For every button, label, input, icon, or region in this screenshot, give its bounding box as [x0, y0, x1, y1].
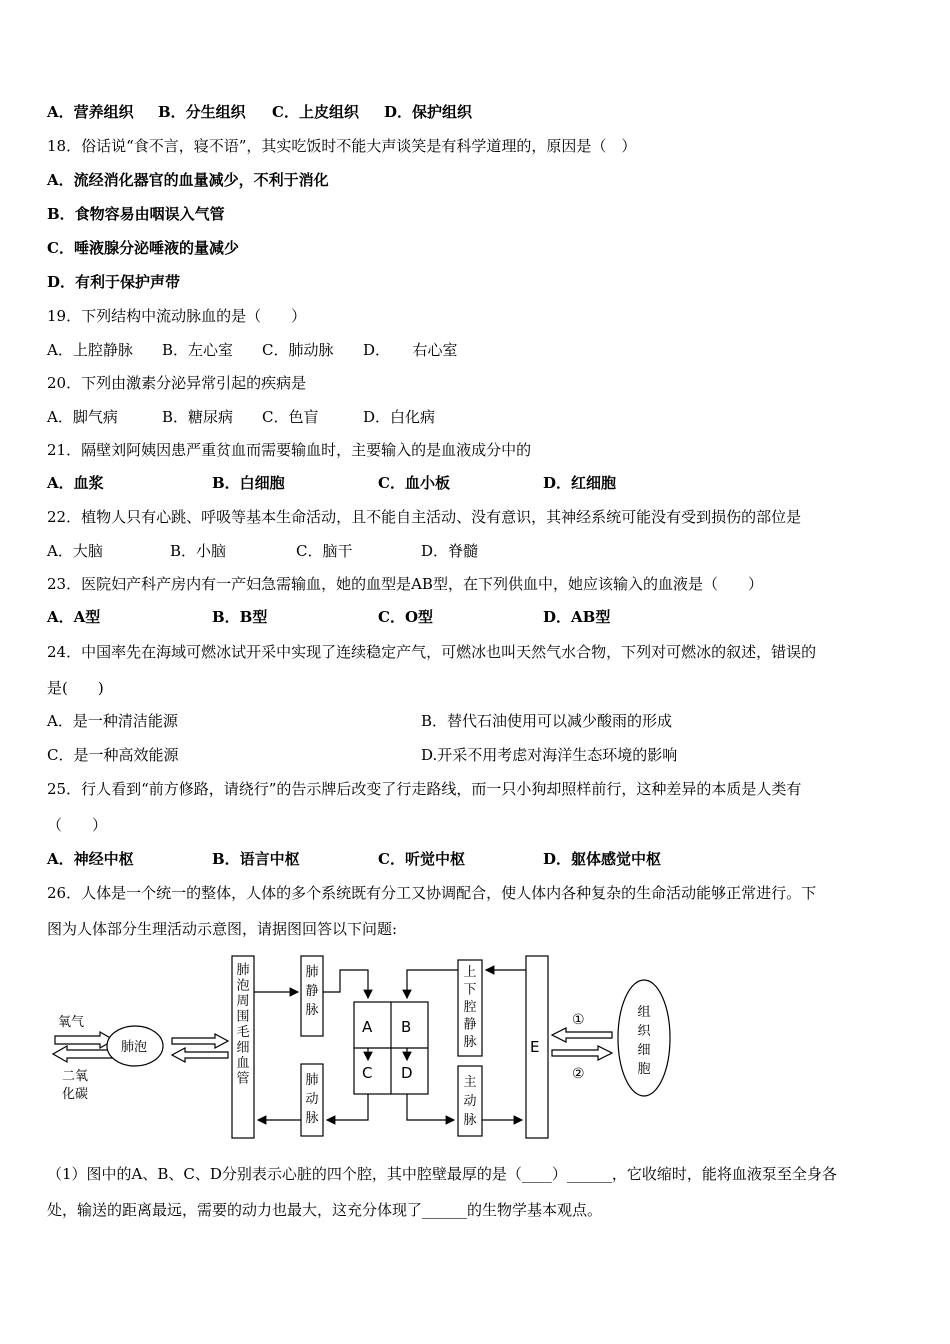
q19-option-a: A．上腔静脉	[47, 341, 133, 359]
arrow-1-label: ①	[572, 1012, 585, 1028]
oxygen-label: 氧气	[58, 1015, 85, 1030]
q20-stem: 20．下列由激素分泌异常引起的疾病是	[47, 374, 307, 392]
q25-stem-line1: 25．行人看到“前方修路，请绕行”的告示牌后改变了行走路线，而一只小狗却照样前行，这种差异的本质是人类有	[47, 780, 802, 798]
q25-stem-line2: （ ）	[47, 816, 108, 834]
co2-arrow	[53, 1046, 114, 1062]
q22-option-c: C．脑干	[296, 542, 353, 560]
q25-option-d: D．躯体感觉中枢	[543, 850, 662, 868]
q17-option-b: B．分生组织	[158, 103, 246, 121]
alveoli-to-capillary-arrow	[172, 1034, 228, 1048]
q18-option-b: B．食物容易由咽误入气管	[47, 205, 225, 223]
oxygen-arrow	[55, 1032, 114, 1048]
q19-option-d: D． 右心室	[363, 341, 458, 359]
capillary-label: 肺泡周围毛细血管	[236, 963, 250, 1087]
q19-stem: 19．下列结构中流动脉血的是（ ）	[47, 307, 307, 325]
q21-option-b: B．白细胞	[212, 474, 285, 492]
q24-option-c: C．是一种高效能源	[47, 746, 179, 764]
q23-option-a: A．A型	[47, 608, 101, 626]
tissue-cells-label: 组织细胞	[637, 1005, 651, 1077]
q26-sub1-line1: （1）图中的A、B、C、D分别表示心脏的四个腔，其中腔壁最厚的是（____）______，它收缩时，能将血液泵至全身各	[47, 1165, 837, 1183]
q25-option-a: A．神经中枢	[47, 850, 134, 868]
q18-option-d: D．有利于保护声带	[47, 273, 181, 291]
q24-stem-line2: 是( )	[47, 679, 104, 697]
q18-stem: 18．俗话说“食不言，寝不语”，其实吃饭时不能大声谈笑是有科学道理的，原因是（ ）	[47, 137, 637, 155]
q26-stem-line2: 图为人体部分生理活动示意图，请据图回答以下问题:	[47, 920, 398, 938]
q22-option-b: B．小脑	[170, 542, 227, 560]
q25-option-c: C．听觉中枢	[378, 850, 465, 868]
e-label: E	[530, 1038, 540, 1056]
q19-option-c: C．肺动脉	[262, 341, 334, 359]
arrow-1-shape	[552, 1028, 612, 1042]
q20-option-a: A．脚气病	[47, 408, 118, 426]
chamber-c-label: C	[362, 1064, 373, 1082]
q24-stem-line1: 24．中国率先在海域可燃冰试开采中实现了连续稳定产气，可燃冰也叫天然气水合物，下列对可燃冰的叙述，错误的	[47, 643, 817, 661]
q21-option-d: D．红细胞	[543, 474, 617, 492]
arrow-2-label: ②	[572, 1066, 585, 1082]
q21-stem: 21．隔壁刘阿姨因患严重贫血而需要输血时，主要输入的是血液成分中的	[47, 441, 532, 459]
q18-option-a: A．流经消化器官的血量减少，不利于消化	[47, 171, 329, 189]
q21-option-a: A．血浆	[47, 474, 104, 492]
q23-option-d: D．AB型	[543, 608, 611, 626]
q23-option-c: C．O型	[378, 608, 434, 626]
q26-stem-line1: 26．人体是一个统一的整体，人体的多个系统既有分工又协调配合，使人体内各种复杂的生命活动能够正常进行。下	[47, 884, 817, 902]
pulmonary-vein-label: 肺静脉	[305, 965, 319, 1018]
q19-option-b: B．左心室	[162, 341, 234, 359]
aorta-label: 主动脉	[463, 1075, 477, 1128]
circulation-diagram	[0, 940, 950, 1150]
q21-option-c: C．血小板	[378, 474, 450, 492]
q20-option-c: C．色盲	[262, 408, 319, 426]
arrow-2-shape	[552, 1046, 612, 1060]
q20-option-d: D．白化病	[363, 408, 436, 426]
capillary-to-alveoli-arrow	[172, 1048, 228, 1062]
vena-cava-label: 上下腔静脉	[463, 965, 477, 1050]
co2-label-line2: 化碳	[62, 1087, 89, 1102]
q22-option-d: D．脊髓	[421, 542, 479, 560]
q20-option-b: B．糖尿病	[162, 408, 234, 426]
q23-stem: 23．医院妇产科产房内有一产妇急需输血，她的血型是AB型，在下列供血中，她应该输入的血液是（ ）	[47, 575, 763, 593]
q24-option-d: D.开采不用考虑对海洋生态环境的影响	[421, 746, 678, 764]
q18-option-c: C．唾液腺分泌唾液的量减少	[47, 239, 239, 257]
q24-option-a: A．是一种清洁能源	[47, 712, 178, 730]
chamber-a-label: A	[362, 1018, 373, 1036]
q17-option-d: D．保护组织	[384, 103, 473, 121]
q22-stem: 22．植物人只有心跳、呼吸等基本生命活动，且不能自主活动、没有意识，其神经系统可能没有受到损伤的部位是	[47, 508, 802, 526]
q25-option-b: B．语言中枢	[212, 850, 300, 868]
q22-option-a: A．大脑	[47, 542, 103, 560]
pulmonary-artery-label: 肺动脉	[305, 1073, 319, 1126]
alveoli-label: 肺泡	[121, 1040, 148, 1055]
q24-option-b: B．替代石油使用可以减少酸雨的形成	[421, 712, 673, 730]
q26-sub1-line2: 处，输送的距离最远，需要的动力也最大，这充分体现了______的生物学基本观点。	[47, 1201, 603, 1219]
chamber-d-label: D	[401, 1064, 413, 1082]
co2-label-line1: 二氧	[62, 1069, 89, 1084]
q17-option-c: C．上皮组织	[272, 103, 359, 121]
q23-option-b: B．B型	[212, 608, 268, 626]
chamber-b-label: B	[401, 1018, 412, 1036]
q17-option-a: A．营养组织	[47, 103, 134, 121]
